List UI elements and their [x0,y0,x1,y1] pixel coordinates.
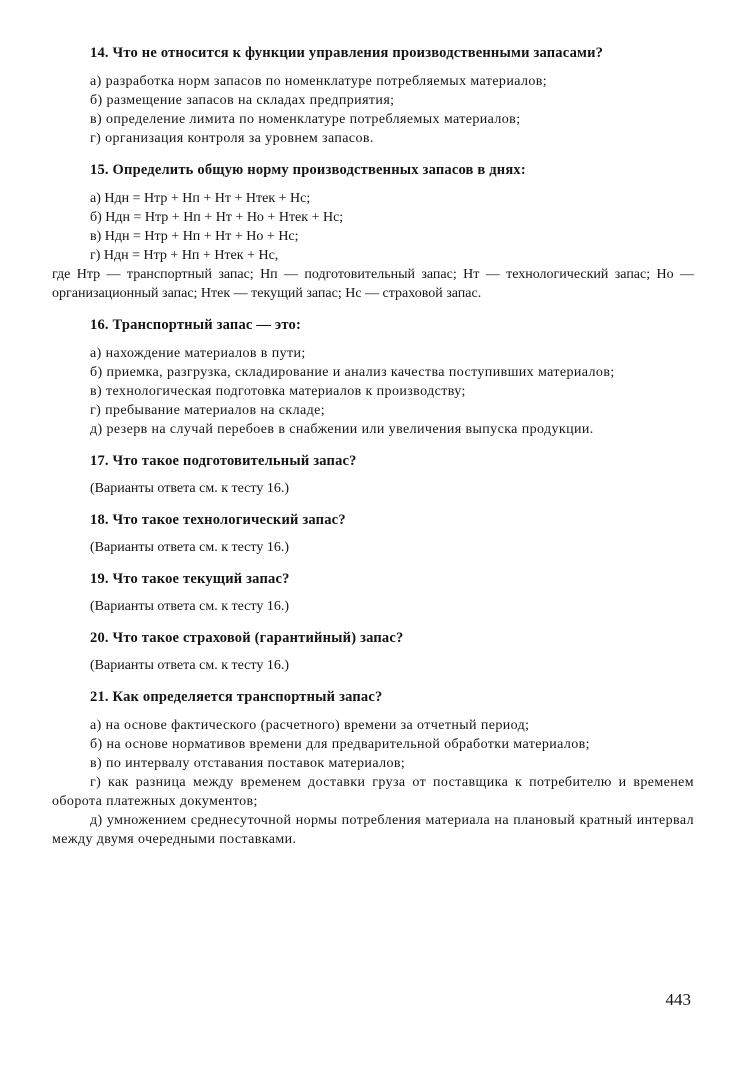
formula-b: б) Ндн = Нтр + Нп + Нт + Но + Нтек + Нс; [90,210,344,225]
question-title: 15. Определить общую норму производственных запасов в днях: [90,162,526,178]
answer-reference: (Варианты ответа см. к тесту 16.) [90,481,289,496]
option-b: б) размещение запасов на складах предприятия; [90,93,395,108]
option-d: д) умножением среднесуточной нормы потребления материала на плановый кратный интервал между двумя очередными поставками. [52,813,694,847]
answer-reference: (Варианты ответа см. к тесту 16.) [90,540,289,555]
question-title: 19. Что такое текущий запас? [90,571,290,587]
question-title: 20. Что такое страховой (гарантийный) запас? [90,630,404,646]
page-number: 443 [665,990,691,1009]
option-b: б) на основе нормативов времени для предварительной обработки материалов; [90,737,590,752]
formula-options [52,189,694,265]
formula-v: в) Ндн = Нтр + Нп + Нт + Но + Нс; [90,229,299,244]
formula-legend: где Нтр — транспортный запас; Нп — подготовительный запас; Нт — технологический запас; Но — организационный запас; Нтек — текущий запас; Нс — страховой запас. [52,267,694,301]
answer-reference: (Варианты ответа см. к тесту 16.) [90,599,289,614]
answer-options [52,72,694,148]
option-g: г) как разница между временем доставки груза от поставщика к потребителю и временем оборота платежных документов; [52,775,694,809]
answer-options [52,716,694,849]
option-v: в) технологическая подготовка материалов к производству; [90,384,466,399]
answer-options [52,344,694,439]
page-content [52,44,694,849]
question-18 [52,511,694,557]
option-a: а) на основе фактического (расчетного) времени за отчетный период; [90,718,530,733]
option-d: д) резерв на случай перебоев в снабжении или увеличения выпуска продукции. [90,422,594,437]
question-title: 17. Что такое подготовительный запас? [90,453,357,469]
option-g: г) пребывание материалов на складе; [90,403,325,418]
question-16 [52,316,694,439]
question-19 [52,570,694,616]
question-17 [52,452,694,498]
answer-reference: (Варианты ответа см. к тесту 16.) [90,658,289,673]
question-title: 18. Что такое технологический запас? [90,512,346,528]
option-a: а) разработка норм запасов по номенклатуре потребляемых материалов; [90,74,548,89]
question-15 [52,161,694,303]
formula-a: а) Ндн = Нтр + Нп + Нт + Нтек + Нс; [90,191,311,206]
option-v: в) по интервалу отставания поставок материалов; [90,756,406,771]
option-b: б) приемка, разгрузка, складирование и анализ качества поступивших материалов; [90,365,615,380]
question-title: 14. Что не относится к функции управления производственными запасами? [90,45,604,61]
question-title: 16. Транспортный запас — это: [90,317,301,333]
question-title: 21. Как определяется транспортный запас? [90,689,383,705]
question-14 [52,44,694,148]
option-v: в) определение лимита по номенклатуре потребляемых материалов; [90,112,521,127]
formula-g: г) Ндн = Нтр + Нп + Нтек + Нс, [90,248,279,263]
question-20 [52,629,694,675]
option-g: г) организация контроля за уровнем запасов. [90,131,374,146]
question-21 [52,688,694,849]
option-a: а) нахождение материалов в пути; [90,346,306,361]
